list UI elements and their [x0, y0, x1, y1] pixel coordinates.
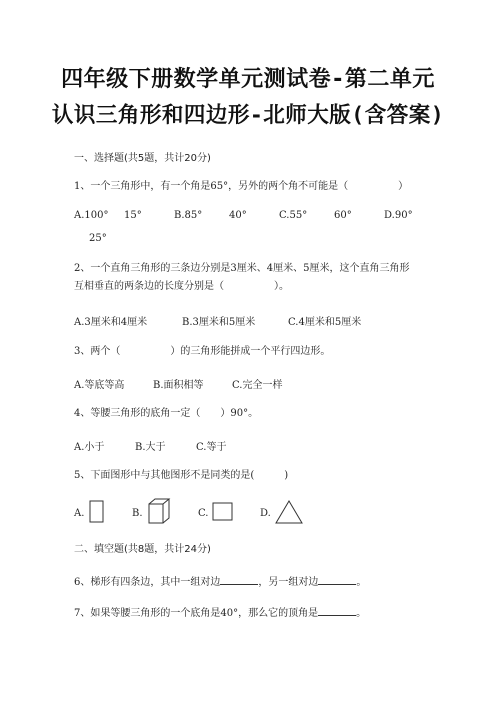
answer-blank[interactable] [318, 605, 356, 616]
triangle-icon [275, 500, 303, 524]
q4-option-c: C.等于 [196, 442, 227, 453]
question-2-text-line-1: 2、一个直角三角形的三条边分别是3厘米、4厘米、5厘米，这个直角三角形 [74, 263, 410, 274]
q3-option-c: C.完全一样 [232, 380, 283, 391]
question-1-options [0, 210, 496, 224]
q1-option-c-line2: 60° [334, 210, 352, 221]
question-6-text-part-3: 。 [356, 577, 367, 588]
q2-option-a: A.3厘米和4厘米 [74, 317, 148, 328]
answer-blank[interactable] [220, 574, 258, 585]
q5-option-c-label: C. [198, 508, 209, 519]
q4-option-b: B.大于 [135, 442, 166, 453]
tall-rectangle-icon [89, 500, 105, 524]
question-6 [74, 574, 366, 590]
question-3-options [0, 376, 496, 390]
question-6-text-part-1: 6、梯形有四条边，其中一组对边 [74, 577, 221, 588]
q2-option-c: C.4厘米和5厘米 [288, 317, 362, 328]
q1-option-d-line2: 25° [89, 233, 107, 244]
question-7-text-part-1: 7、如果等腰三角形的一个底角是40°，那么它的顶角是 [74, 608, 319, 619]
q1-option-a-line1: A.100° [74, 210, 109, 221]
q1-option-a-line2: 15° [124, 210, 142, 221]
question-2-options [0, 313, 496, 327]
q5-option-b-label: B. [132, 508, 143, 519]
q2-option-b: B.3厘米和5厘米 [182, 317, 256, 328]
cuboid-icon [147, 497, 171, 525]
section-heading-choice: 一、选择题(共5题，共计20分) [74, 153, 211, 164]
section-heading-fill-in: 二、填空题(共8题，共计24分) [74, 544, 211, 555]
square-icon [212, 502, 234, 522]
q5-option-d-label: D. [260, 508, 271, 519]
question-7 [74, 605, 366, 621]
question-5-options [0, 508, 496, 522]
q3-option-b: B.面积相等 [153, 380, 204, 391]
q1-option-c-line1: C.55° [279, 210, 308, 221]
q4-option-a: A.小于 [74, 442, 105, 453]
question-4-options [0, 438, 496, 452]
question-7-text-part-2: 。 [356, 608, 367, 619]
question-3-text: 3、两个（ ）的三角形能拼成一个平行四边形。 [74, 346, 331, 357]
question-1-text: 1、一个三角形中，有一个角是65°，另外的两个角不可能是（ ） [74, 181, 409, 192]
q5-option-a-label: A. [74, 508, 85, 519]
question-2-text-line-2: 互相垂直的两条边的长度分别是（ ）。 [74, 281, 289, 292]
page-title-line-1: 四年级下册数学单元测试卷-第二单元 [61, 67, 435, 92]
q1-option-b-line1: B.85° [174, 210, 203, 221]
q3-option-a: A.等底等高 [74, 380, 125, 391]
question-6-text-part-2: ，另一组对边 [258, 577, 319, 588]
answer-blank[interactable] [318, 574, 356, 585]
q1-option-d-line1: D.90° [384, 210, 413, 221]
page-title-line-2: 认识三角形和四边形-北师大版(含答案) [51, 103, 445, 128]
q1-option-b-line2: 40° [229, 210, 247, 221]
question-4-text: 4、等腰三角形的底角一定（ ）90°。 [74, 408, 259, 419]
question-5-text: 5、下面图形中与其他图形不是同类的是( ) [74, 470, 289, 481]
